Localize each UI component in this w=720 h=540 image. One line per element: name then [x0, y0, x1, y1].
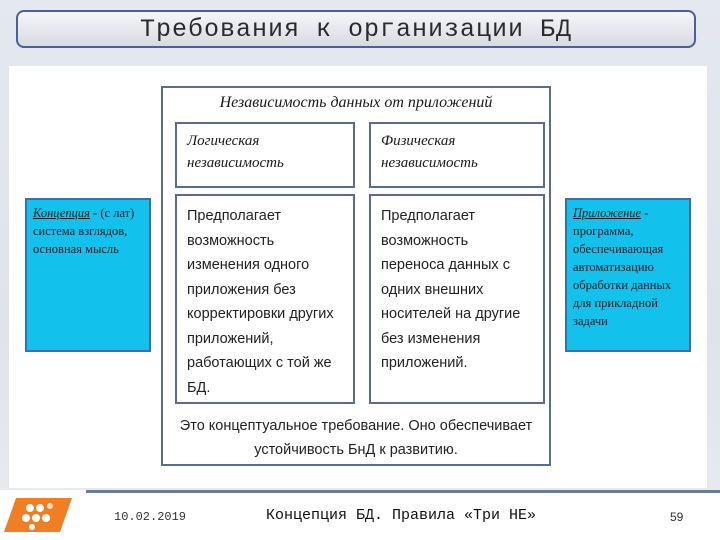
physical-body-box: [369, 194, 545, 404]
logical-title-box: [175, 122, 355, 188]
slide-footer: [0, 490, 720, 540]
slide-content: [9, 66, 707, 488]
note-concept-text: - (с лат) система взглядов, основная мысль: [33, 206, 135, 256]
note-concept: [25, 198, 151, 352]
physical-title: Физическая независимость: [381, 133, 478, 171]
physical-title-box: [369, 122, 545, 188]
footer-divider: [86, 490, 720, 493]
diagram-frame: [161, 86, 551, 466]
physical-body: Предполагает возможность переноса данных с одних внешних носителей на другие без изменения приложений.: [381, 208, 521, 371]
note-application-text: - программа, обеспечивающая автоматизацию обработки данных для прикладной задачи: [573, 206, 672, 328]
footer-title: Концепция БД. Правила «Три НЕ»: [266, 507, 537, 524]
page-number: 59: [670, 510, 684, 524]
diagram-summary: Это концептуальное требование. Оно обеспечивает устойчивость БнД к развитию.: [179, 418, 533, 458]
slide-title: Требования к организации БД: [139, 14, 573, 44]
logical-body-box: [175, 194, 355, 404]
footer-date: 10.02.2019: [114, 510, 187, 524]
note-application-term: Приложение: [573, 206, 642, 220]
note-concept-term: Концепция: [33, 206, 90, 220]
slide-title-bar: [16, 10, 696, 48]
logical-body: Предполагает возможность изменения одного приложения без корректировки других приложений, работающих с той же БД.: [187, 208, 334, 396]
note-application: [565, 198, 691, 352]
orange-dots-logo-icon: [2, 492, 82, 538]
diagram-heading: Независимость данных от приложений: [219, 94, 493, 111]
logical-title: Логическая независимость: [187, 133, 284, 171]
